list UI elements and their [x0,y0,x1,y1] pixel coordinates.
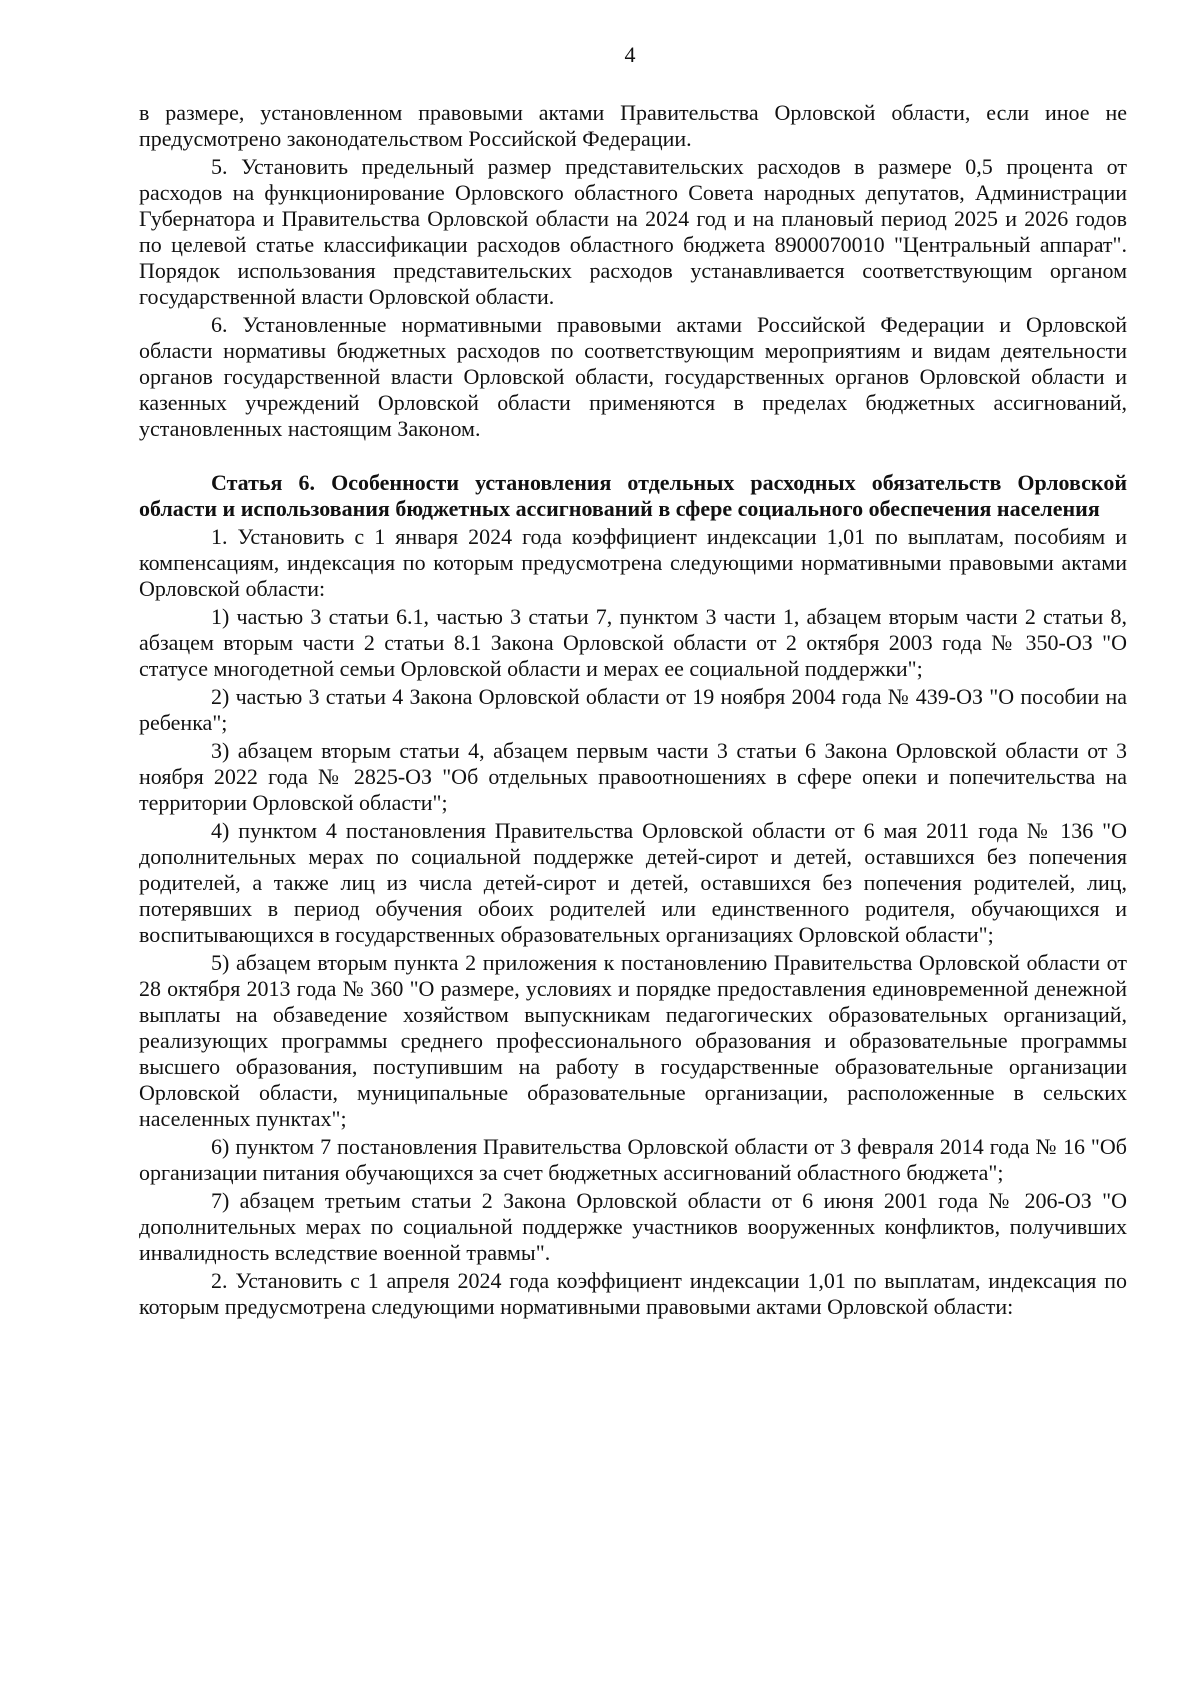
page-number: 4 [624,42,636,67]
paragraph-article6-item-1: 1. Установить с 1 января 2024 года коэффициент индексации 1,01 по выплатам, пособиям и компенсациям, индексация по которым предусмотрена следующими нормативными правовыми актами Орловской области: [139,524,1127,601]
document-body [139,100,1127,1322]
paragraph-article6-item-2: 2. Установить с 1 апреля 2024 года коэффициент индексации 1,01 по выплатам, индексация по которым предусмотрена следующими нормативными правовыми актами Орловской области: [139,1268,1127,1319]
paragraph-item-5: 5. Установить предельный размер представительских расходов в размере 0,5 процента от расходов на функционирование Орловского областного Совета народных депутатов, Администрации Губернатора и Правительства Орловской области на 2024 год и на плановый период 2025 и 2026 годов по целевой статье классификации расходов областного бюджета 8900070010 "Центральный аппарат". Порядок использования представительских расходов устанавливается соответствующим органом государственной власти Орловской области. [139,154,1127,309]
list-item-3: 3) абзацем вторым статьи 4, абзацем первым части 3 статьи 6 Закона Орловской области от 3 ноября 2022 года № 2825-ОЗ "Об отдельных правоотношениях в сфере опеки и попечительства на территории Орловской области"; [139,738,1127,815]
article-6-heading: Статья 6. Особенности установления отдельных расходных обязательств Орловской области и использования бюджетных ассигнований в сфере социального обеспечения населения [139,470,1127,521]
paragraph-continuation: в размере, установленном правовыми актами Правительства Орловской области, если иное не предусмотрено законодательством Российской Федерации. [139,100,1127,151]
list-item-7: 7) абзацем третьим статьи 2 Закона Орловской области от 6 июня 2001 года № 206-ОЗ "О дополнительных мерах по социальной поддержке участников вооруженных конфликтов, получивших инвалидность вследствие военной травмы". [139,1188,1127,1265]
list-item-5: 5) абзацем вторым пункта 2 приложения к постановлению Правительства Орловской области от 28 октября 2013 года № 360 "О размере, условиях и порядке предоставления единовременной денежной выплаты на обзаведение хозяйством выпускникам педагогических образовательных организаций, реализующих программы среднего профессионального образования и образовательные программы высшего образования, поступившим на работу в государственные образовательные организации Орловской области, муниципальные образовательные организации, расположенные в сельских населенных пунктах"; [139,950,1127,1131]
list-item-4: 4) пунктом 4 постановления Правительства Орловской области от 6 мая 2011 года № 136 "О дополнительных мерах по социальной поддержке детей-сирот и детей, оставшихся без попечения родителей, а также лиц из числа детей-сирот и детей, оставшихся без попечения родителей, лиц, потерявших в период обучения обоих родителей или единственного родителя, обучающихся и воспитывающихся в государственных образовательных организациях Орловской области"; [139,818,1127,947]
list-item-6: 6) пунктом 7 постановления Правительства Орловской области от 3 февраля 2014 года № 16 "Об организации питания обучающихся за счет бюджетных ассигнований областного бюджета"; [139,1134,1127,1185]
paragraph-item-6: 6. Установленные нормативными правовыми актами Российской Федерации и Орловской области нормативы бюджетных расходов по соответствующим мероприятиям и видам деятельности органов государственной власти Орловской области, государственных органов Орловской области и казенных учреждений Орловской области применяются в пределах бюджетных ассигнований, установленных настоящим Законом. [139,312,1127,441]
list-item-2: 2) частью 3 статьи 4 Закона Орловской области от 19 ноября 2004 года № 439-ОЗ "О пособии на ребенка"; [139,684,1127,735]
list-item-1: 1) частью 3 статьи 6.1, частью 3 статьи 7, пунктом 3 части 1, абзацем вторым части 2 статьи 8, абзацем вторым части 2 статьи 8.1 Закона Орловской области от 2 октября 2003 года № 350-ОЗ "О статусе многодетной семьи Орловской области и мерах ее социальной поддержки"; [139,604,1127,681]
